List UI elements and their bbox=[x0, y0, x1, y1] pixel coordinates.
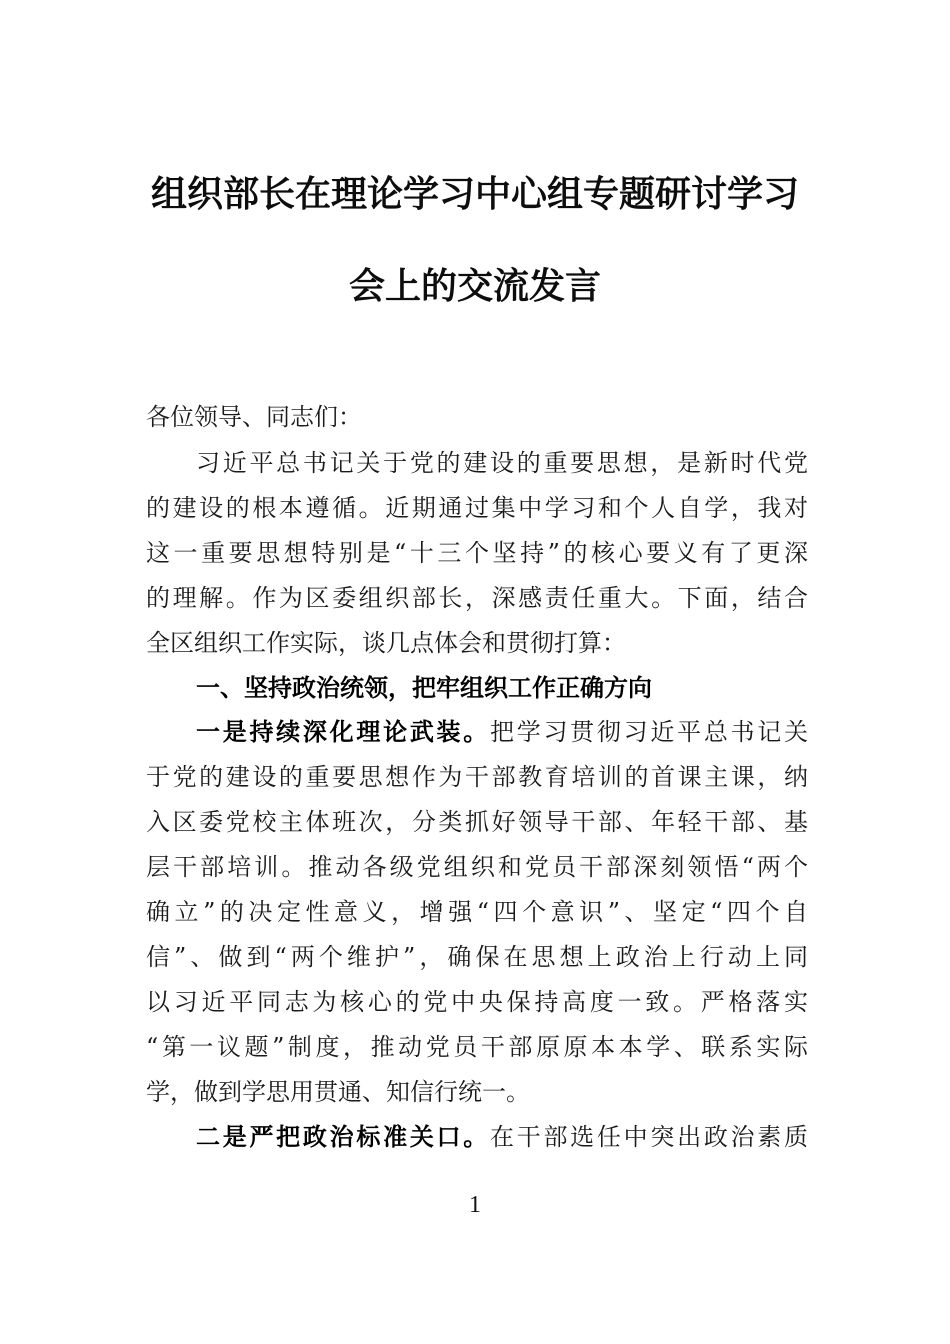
point-1-line-7: 以习近平同志为核心的党中央保持高度一致。严格落实 bbox=[146, 988, 808, 1016]
intro-line-4: 的理解。作为区委组织部长，深感责任重大。下面，结合 bbox=[146, 584, 808, 612]
intro-line-1: 习近平总书记关于党的建设的重要思想，是新时代党 bbox=[196, 449, 808, 477]
point-1-line-8: “第一议题”制度，推动党员干部原原本本学、联系实际 bbox=[146, 1033, 808, 1061]
point-2-lead: 二是严把政治标准关口。 bbox=[196, 1122, 490, 1151]
intro-line-5: 全区组织工作实际，谈几点体会和贯彻打算： bbox=[146, 629, 626, 657]
point-1-lead: 一是持续深化理论武装。 bbox=[196, 717, 490, 746]
intro-line-2: 的建设的根本遵循。近期通过集中学习和个人自学，我对 bbox=[146, 494, 808, 522]
point-1-line-6: 信”、做到“两个维护”，确保在思想上政治上行动上同 bbox=[146, 943, 808, 971]
point-2-first-line-rest: 在干部选任中突出政治素质 bbox=[490, 1123, 808, 1151]
point-2-first-line bbox=[196, 1122, 808, 1152]
point-1-line-9: 学，做到学思用贯通、知信行统一。 bbox=[146, 1078, 530, 1106]
point-1-first-line bbox=[196, 717, 808, 747]
page-number: 1 bbox=[469, 1192, 481, 1218]
point-1-line-4: 层干部培训。推动各级党组织和党员干部深刻领悟“两个 bbox=[146, 853, 808, 881]
point-1-line-5: 确立”的决定性意义，增强“四个意识”、坚定“四个自 bbox=[146, 898, 808, 926]
document-title-line-2: 会上的交流发言 bbox=[348, 265, 601, 307]
point-1-line-2: 于党的建设的重要思想作为干部教育培训的首课主课，纳 bbox=[146, 763, 808, 791]
document-title-line-1: 组织部长在理论学习中心组专题研讨学习 bbox=[150, 173, 799, 215]
intro-line-3: 这一重要思想特别是“十三个坚持”的核心要义有了更深 bbox=[146, 539, 808, 567]
salutation: 各位领导、同志们： bbox=[146, 403, 362, 431]
point-1-line-3: 入区委党校主体班次，分类抓好领导干部、年轻干部、基 bbox=[146, 808, 808, 836]
point-1-first-line-rest: 把学习贯彻习近平总书记关 bbox=[490, 718, 808, 746]
section-1-heading: 一、坚持政治统领，把牢组织工作正确方向 bbox=[196, 673, 652, 702]
